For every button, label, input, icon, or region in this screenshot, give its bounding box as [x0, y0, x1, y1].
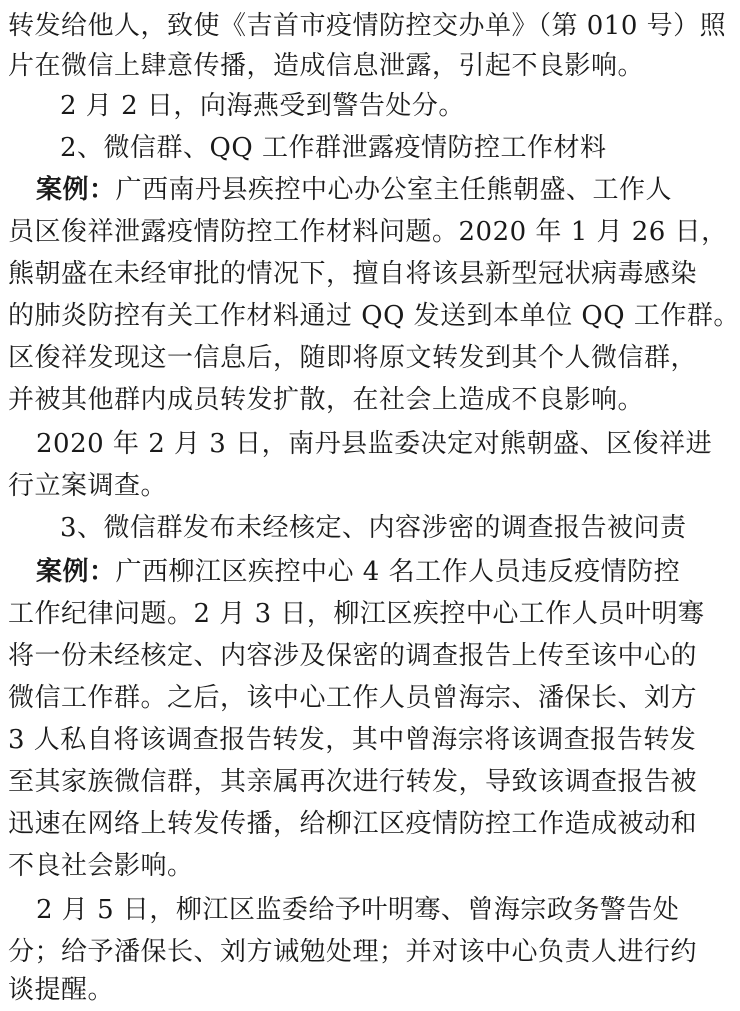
text-line: 广西柳江区疾控中心 4 名工作人员违反疫情防控 [115, 557, 681, 587]
text-line: 2 月 5 日，柳江区监委给予叶明骞、曾海宗政务警告处 [36, 895, 680, 925]
text-line: 3 人私自将该调查报告转发，其中曾海宗将该调查报告转发 [8, 725, 697, 755]
text-line: 行立案调查。 [8, 471, 168, 501]
text-line: 广西南丹县疾控中心办公室主任熊朝盛、工作人 [115, 175, 673, 205]
text-line: 迅速在网络上转发传播，给柳江区疫情防控工作造成被动和 [8, 809, 698, 839]
text-line: 谈提醒。 [8, 975, 115, 1005]
text-line: 的肺炎防控有关工作材料通过 QQ 发送到本单位 QQ 工作群。 [8, 301, 740, 331]
text-line: 并被其他群内成员转发扩散，在社会上造成不良影响。 [8, 385, 645, 415]
text-line: 熊朝盛在未经审批的情况下，擅自将该县新型冠状病毒感染 [8, 259, 698, 289]
text-line: 分；给予潘保长、刘方诫勉处理；并对该中心负责人进行约 [8, 937, 698, 967]
text-line: 片在微信上肆意传播，造成信息泄露，引起不良影响。 [8, 51, 645, 81]
text-line: 2 月 2 日，向海燕受到警告处分。 [60, 91, 465, 121]
text-line: 工作纪律问题。2 月 3 日，柳江区疾控中心工作人员叶明骞 [8, 599, 705, 629]
case-paragraph-start [36, 170, 673, 210]
text-line: 区俊祥发现这一信息后，随即将原文转发到其个人微信群， [8, 343, 698, 373]
section-heading: 2、微信群、QQ 工作群泄露疫情防控工作材料 [60, 133, 607, 163]
text-line: 2020 年 2 月 3 日，南丹县监委决定对熊朝盛、区俊祥进 [36, 429, 713, 459]
text-line: 微信工作群。之后，该中心工作人员曾海宗、潘保长、刘方 [8, 683, 698, 713]
text-line: 员区俊祥泄露疫情防控工作材料问题。2020 年 1 月 26 日， [8, 217, 728, 247]
case-label: 案例： [36, 557, 116, 587]
text-line: 转发给他人，致使《吉首市疫情防控交办单》（第 010 号）照 [8, 11, 727, 41]
text-line: 不良社会影响。 [8, 851, 194, 881]
text-line: 至其家族微信群，其亲属再次进行转发，导致该调查报告被 [8, 767, 698, 797]
text-line: 将一份未经核定、内容涉及保密的调查报告上传至该中心的 [8, 641, 698, 671]
case-paragraph-start [36, 552, 681, 592]
section-heading: 3、微信群发布未经核定、内容涉密的调查报告被问责 [60, 513, 687, 543]
case-label: 案例： [36, 175, 116, 205]
